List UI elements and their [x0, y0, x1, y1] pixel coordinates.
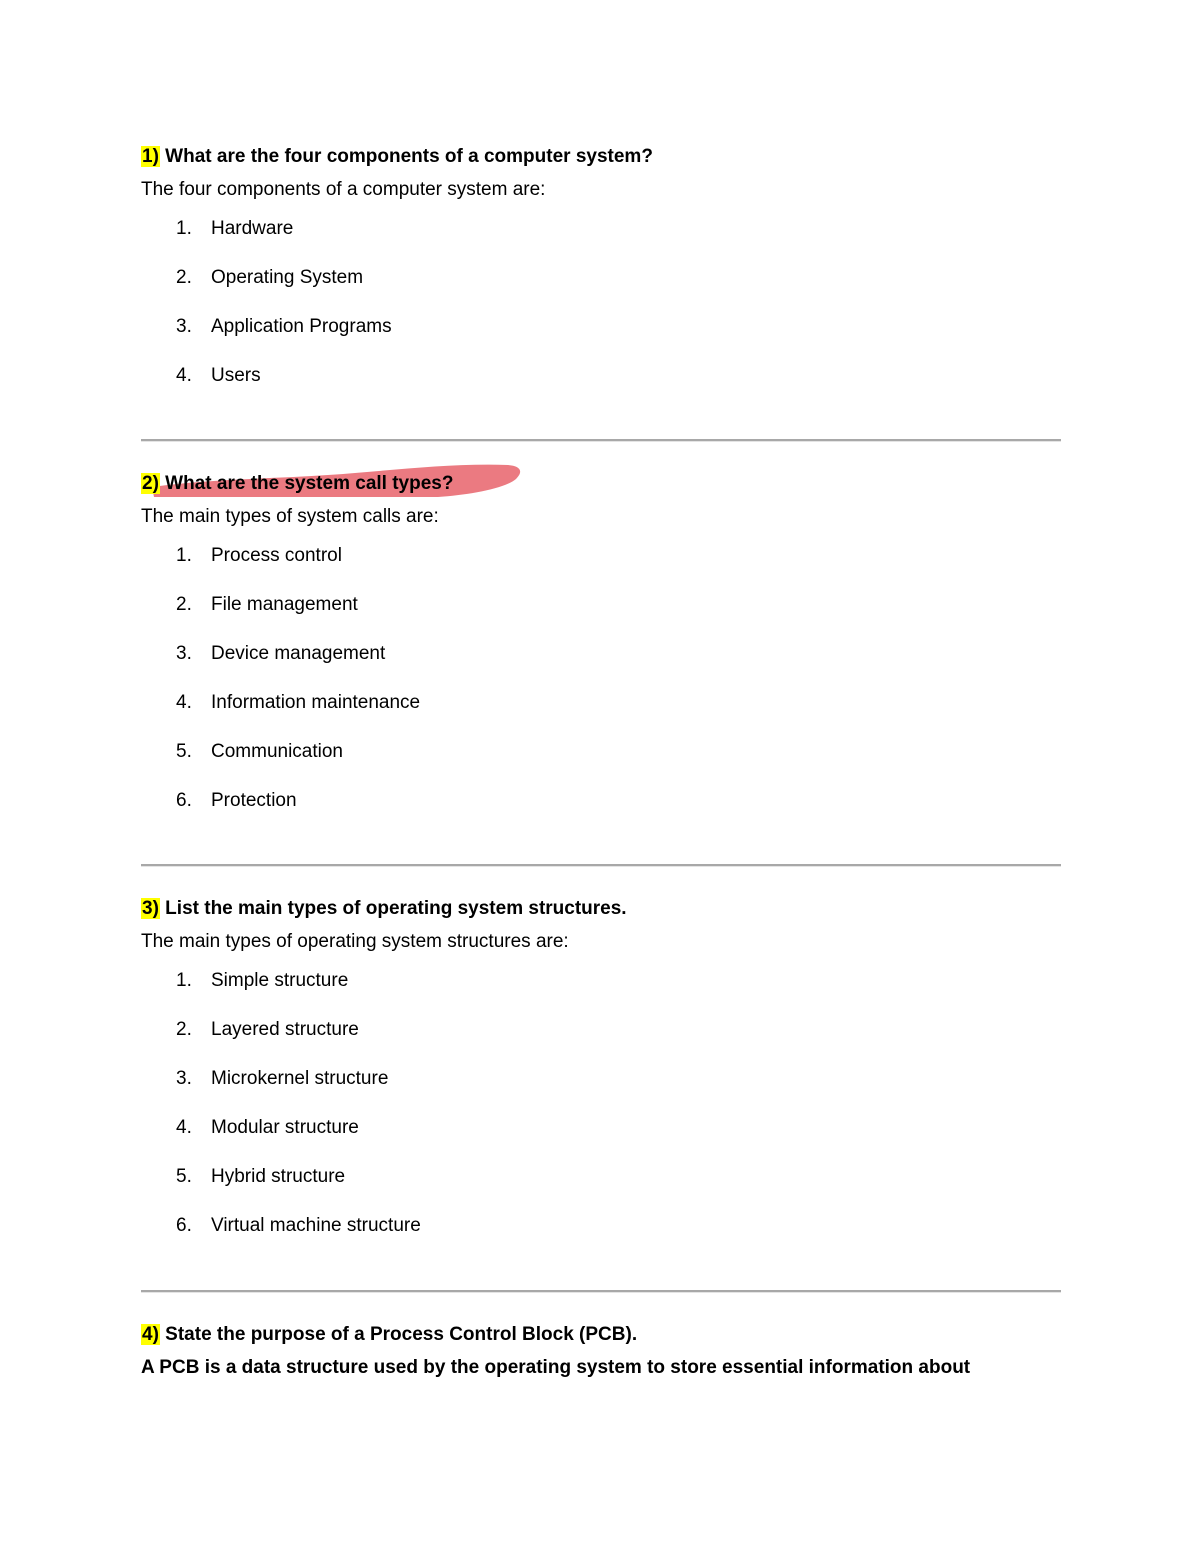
list-number: 5. — [176, 1166, 192, 1187]
question-text: List the main types of operating system structures. — [159, 898, 627, 919]
list-number: 1. — [176, 218, 192, 239]
list-item — [141, 544, 1061, 593]
list-number: 3. — [176, 316, 192, 337]
horizontal-divider — [141, 1290, 1061, 1293]
list-item — [141, 217, 1061, 266]
question-text: State the purpose of a Process Control Block (PCB). — [159, 1324, 638, 1345]
question-4 — [141, 1323, 1061, 1347]
question-text: What are the four components of a computer system? — [159, 146, 653, 167]
list-number: 3. — [176, 643, 192, 664]
list-number: 1. — [176, 545, 192, 566]
list-text: Simple structure — [211, 970, 349, 991]
list-item — [141, 691, 1061, 740]
list-text: Hardware — [211, 218, 294, 239]
list-item — [141, 789, 1061, 838]
list-text: Communication — [211, 741, 343, 762]
list-text: Hybrid structure — [211, 1166, 346, 1187]
list-number: 4. — [176, 1117, 192, 1138]
question-1 — [141, 145, 1061, 169]
question-number-highlight: 1) — [142, 146, 159, 167]
list-item — [141, 1067, 1061, 1116]
answer-intro: A PCB is a data structure used by the operating system to store essential information about — [141, 1357, 971, 1378]
list-text: Users — [211, 365, 261, 386]
list-number: 4. — [176, 692, 192, 713]
list-text: Microkernel structure — [211, 1068, 389, 1089]
section-1 — [141, 145, 1061, 413]
section-3 — [141, 897, 1061, 1263]
list-item — [141, 266, 1061, 315]
list-item — [141, 1214, 1061, 1263]
list-item — [141, 364, 1061, 413]
list-item — [141, 593, 1061, 642]
list-number: 5. — [176, 741, 192, 762]
horizontal-divider — [141, 864, 1061, 867]
horizontal-divider — [141, 439, 1061, 442]
list-text: Device management — [211, 643, 386, 664]
list-number: 6. — [176, 790, 192, 811]
answer-list — [141, 969, 1061, 1263]
answer-intro: The four components of a computer system are: — [141, 179, 546, 200]
list-item — [141, 1165, 1061, 1214]
question-number-highlight: 3) — [142, 898, 159, 919]
list-item — [141, 1018, 1061, 1067]
answer-intro: The main types of system calls are: — [141, 506, 439, 527]
list-item — [141, 1116, 1061, 1165]
list-number: 2. — [176, 1019, 192, 1040]
answer-intro: The main types of operating system structures are: — [141, 931, 569, 952]
list-text: Process control — [211, 545, 342, 566]
list-number: 4. — [176, 365, 192, 386]
answer-list — [141, 217, 1061, 413]
list-text: Operating System — [211, 267, 364, 288]
list-item — [141, 740, 1061, 789]
question-2 — [141, 472, 1061, 496]
question-3 — [141, 897, 1061, 921]
list-number: 2. — [176, 267, 192, 288]
list-item — [141, 969, 1061, 1018]
list-text: Virtual machine structure — [211, 1215, 421, 1236]
list-text: Application Programs — [211, 316, 392, 337]
section-2 — [141, 472, 1061, 838]
section-4 — [141, 1323, 1061, 1380]
list-item — [141, 642, 1061, 691]
question-number-highlight: 4) — [142, 1324, 159, 1345]
list-number: 2. — [176, 594, 192, 615]
list-text: Protection — [211, 790, 297, 811]
list-text: Layered structure — [211, 1019, 359, 1040]
answer-list — [141, 544, 1061, 838]
list-text: Information maintenance — [211, 692, 421, 713]
question-text: What are the system call types? — [159, 473, 454, 494]
list-number: 3. — [176, 1068, 192, 1089]
list-number: 1. — [176, 970, 192, 991]
list-number: 6. — [176, 1215, 192, 1236]
question-number-highlight: 2) — [142, 473, 159, 494]
list-text: File management — [211, 594, 358, 615]
list-text: Modular structure — [211, 1117, 359, 1138]
list-item — [141, 315, 1061, 364]
